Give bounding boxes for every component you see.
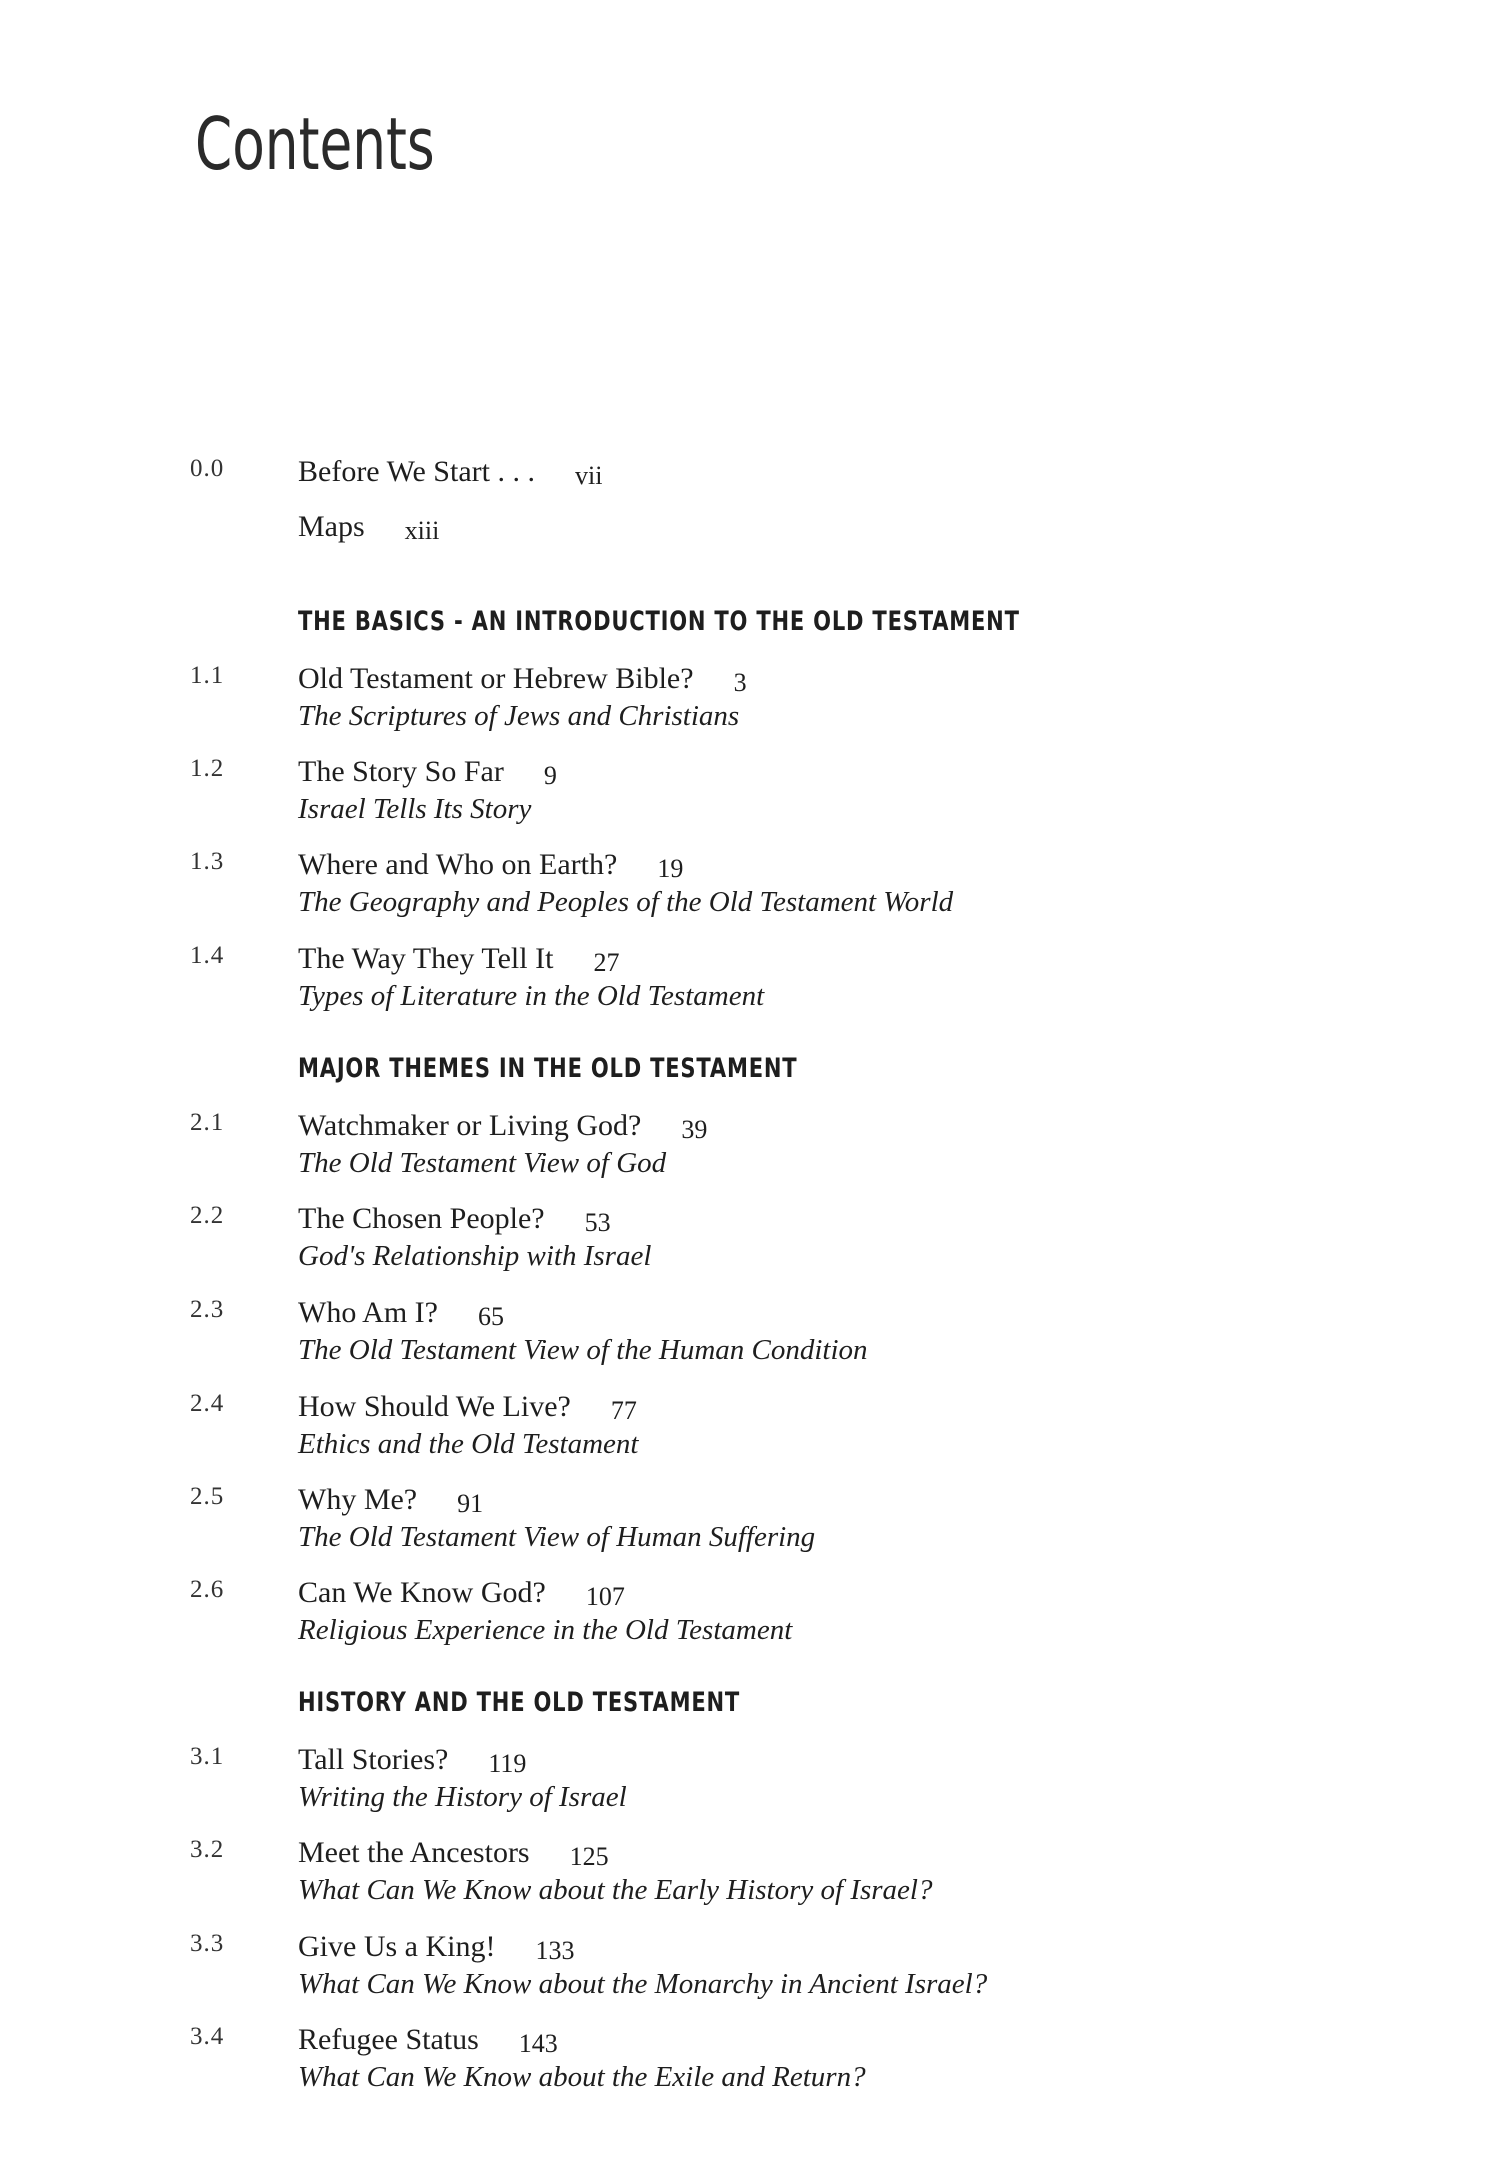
entry-subtitle: Writing the History of Israel <box>298 1781 627 1813</box>
section-heading: MAJOR THEMES IN THE OLD TESTAMENT <box>298 1053 798 1084</box>
entry-number: 2.5 <box>190 1483 225 1510</box>
entry-subtitle: The Scriptures of Jews and Christians <box>298 700 740 732</box>
entry-number: 2.6 <box>190 1576 225 1603</box>
entry-title: The Story So Far 9 <box>298 755 557 790</box>
entry-page-number: 9 <box>543 761 557 790</box>
entry-subtitle: The Old Testament View of the Human Condition <box>298 1334 868 1366</box>
entry-subtitle: What Can We Know about the Early History of Israel? <box>298 1874 933 1906</box>
entry-subtitle: Ethics and the Old Testament <box>298 1428 639 1460</box>
entry-page-number: 3 <box>733 668 747 697</box>
entry-number: 1.4 <box>190 942 225 969</box>
entry-title: Why Me? 91 <box>298 1483 484 1518</box>
entry-number: 2.3 <box>190 1296 225 1323</box>
entry-page-number: 107 <box>585 1582 625 1611</box>
entry-title: How Should We Live? 77 <box>298 1390 637 1425</box>
entry-page-number: 133 <box>535 1936 575 1965</box>
entry-page-number: 39 <box>681 1115 708 1144</box>
entry-subtitle: The Geography and Peoples of the Old Testament World <box>298 886 954 918</box>
page-title: Contents <box>195 102 435 186</box>
entry-page-number: 19 <box>657 854 684 883</box>
entry-title: Old Testament or Hebrew Bible? 3 <box>298 662 747 697</box>
entry-subtitle: Israel Tells Its Story <box>298 793 532 825</box>
entry-subtitle: What Can We Know about the Monarchy in Ancient Israel? <box>298 1968 988 2000</box>
section-heading: HISTORY AND THE OLD TESTAMENT <box>298 1687 741 1718</box>
entry-subtitle: What Can We Know about the Exile and Return? <box>298 2061 866 2093</box>
entry-page-number: 53 <box>584 1208 611 1237</box>
entry-title: Can We Know God? 107 <box>298 1576 625 1611</box>
entry-page-number: 77 <box>610 1396 637 1425</box>
entry-title: Meet the Ancestors 125 <box>298 1836 609 1871</box>
entry-subtitle: The Old Testament View of Human Suffering <box>298 1521 816 1553</box>
entry-title: The Chosen People? 53 <box>298 1202 611 1237</box>
entry-subtitle: Types of Literature in the Old Testament <box>298 980 765 1012</box>
entry-page-number: 91 <box>457 1489 484 1518</box>
entry-page-number: xiii <box>404 516 440 545</box>
entry-page-number: 65 <box>477 1302 504 1331</box>
entry-number: 1.1 <box>190 662 225 689</box>
entry-title: Watchmaker or Living God? 39 <box>298 1109 708 1144</box>
entry-number: 0.0 <box>190 455 225 482</box>
entry-page-number: 27 <box>593 948 620 977</box>
entry-title: Refugee Status 143 <box>298 2023 558 2058</box>
entry-number: 3.2 <box>190 1836 225 1863</box>
entry-number: 3.1 <box>190 1743 225 1770</box>
entry-number: 3.4 <box>190 2023 225 2050</box>
section-heading: THE BASICS - AN INTRODUCTION TO THE OLD TESTAMENT <box>298 606 1020 637</box>
entry-title: Who Am I? 65 <box>298 1296 504 1331</box>
entry-title: Maps xiii <box>298 510 440 545</box>
entry-number: 3.3 <box>190 1930 225 1957</box>
entry-title: Where and Who on Earth? 19 <box>298 848 684 883</box>
entry-number: 2.2 <box>190 1202 225 1229</box>
entry-number: 2.1 <box>190 1109 225 1136</box>
entry-page-number: 119 <box>488 1749 527 1778</box>
entry-title: Give Us a King! 133 <box>298 1930 575 1965</box>
entry-number: 2.4 <box>190 1390 225 1417</box>
entry-number: 1.2 <box>190 755 225 782</box>
entry-subtitle: Religious Experience in the Old Testament <box>298 1614 793 1646</box>
entry-subtitle: The Old Testament View of God <box>298 1147 667 1179</box>
entry-title: Tall Stories? 119 <box>298 1743 527 1778</box>
entry-page-number: 143 <box>518 2029 558 2058</box>
entry-number: 1.3 <box>190 848 225 875</box>
entry-subtitle: God's Relationship with Israel <box>298 1240 652 1272</box>
entry-title: The Way They Tell It 27 <box>298 942 620 977</box>
entry-title: Before We Start . . . vii <box>298 455 603 490</box>
entry-page-number: vii <box>574 461 603 490</box>
entry-page-number: 125 <box>569 1842 609 1871</box>
